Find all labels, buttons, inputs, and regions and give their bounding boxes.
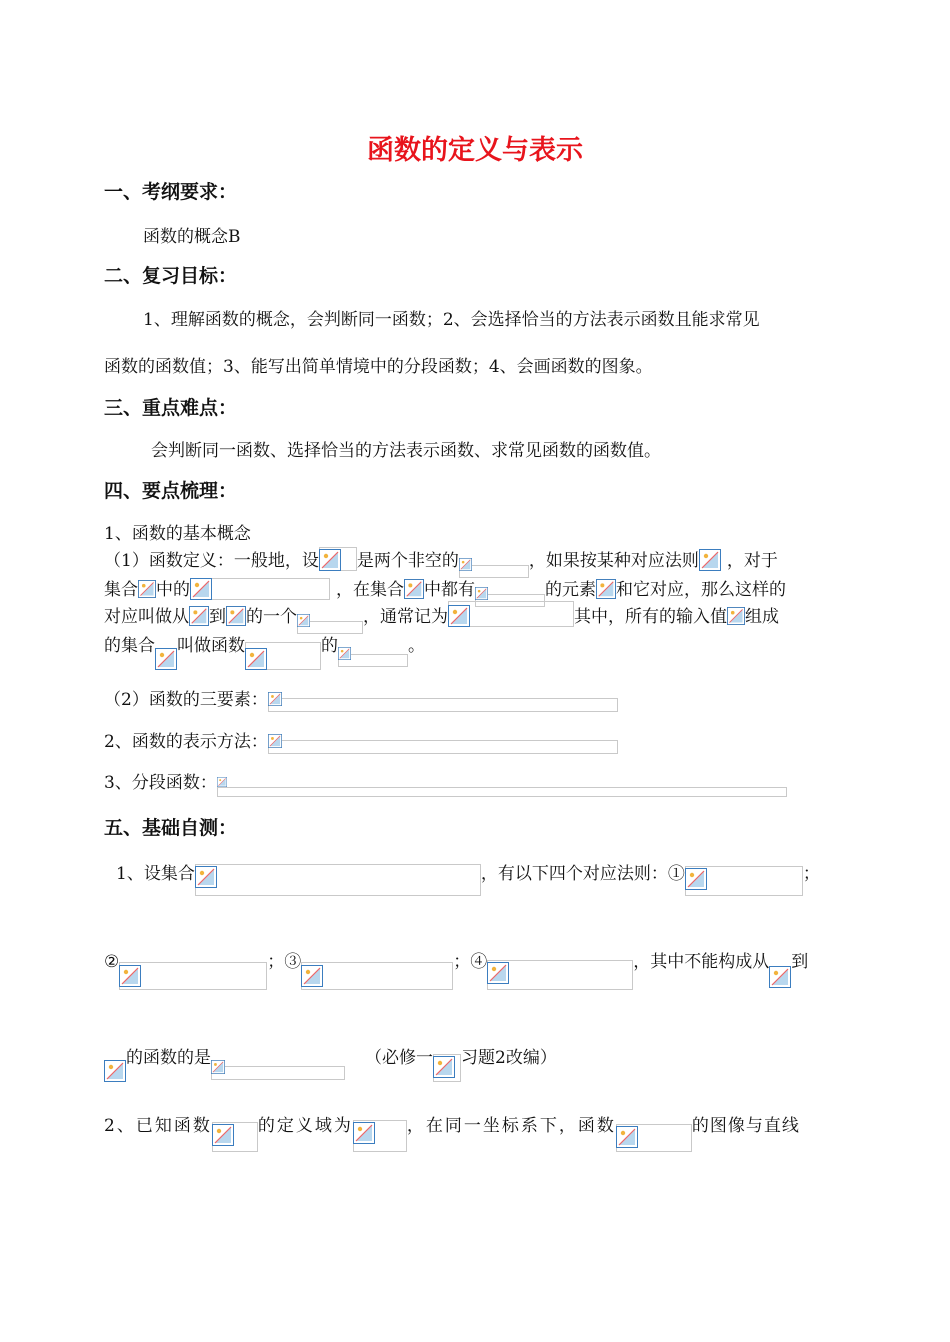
text: 习题2改编） [461,1048,557,1068]
text: 的一个 [246,607,297,627]
s2-text-2: 函数的函数值；3、能写出简单情境中的分段函数；4、会画函数的图象。 [104,357,653,377]
broken-image-icon [155,648,177,670]
text: ，其中不能构成从 [633,952,770,972]
text: 到 [209,607,226,627]
text: 的元素 [545,580,596,600]
broken-image-icon [212,1122,258,1152]
q1-line-3 [104,1042,557,1082]
broken-image-icon [195,864,481,896]
text: ，如果按某种对应法则 [528,551,699,571]
broken-image-icon [297,614,363,627]
text: 的 [321,636,338,656]
text: 组成 [745,607,779,627]
broken-image-icon [727,605,745,627]
text: 到 [791,952,809,972]
broken-image-icon [268,734,618,748]
section-heading-3: 三、重点难点： [104,397,238,419]
s4-line-3 [104,601,779,627]
broken-image-icon [119,962,267,990]
s4-representation [104,730,618,752]
broken-image-icon [404,578,424,600]
text: 对应叫做从 [104,607,189,627]
broken-image-icon [301,962,453,990]
text: ，通常记为 [363,607,448,627]
broken-image-icon [211,1060,345,1074]
text: 3、分段函数： [104,773,217,793]
text: ；④ [453,952,488,972]
text: ，有以下四个对应法则：① [480,864,685,884]
broken-image-icon [769,966,791,988]
q1-line-2 [104,950,808,990]
broken-image-icon [433,1054,461,1082]
text: 的图像与直线 [691,1116,800,1136]
text: 。 [408,636,425,656]
page-title: 函数的定义与表示 [367,135,583,166]
text: ； [802,864,820,884]
section-heading-5: 五、基础自测： [104,817,238,839]
s4-line-4 [104,630,425,670]
broken-image-icon [138,578,156,600]
section-heading-4: 四、要点梳理： [104,480,238,502]
text: ；③ [267,952,302,972]
broken-image-icon [448,601,574,627]
broken-image-icon [268,692,618,706]
s2-text-1: 1、理解函数的概念，会判断同一函数；2、会选择恰当的方法表示函数且能求常见 [143,310,760,330]
text: 2、已知函数 [104,1116,212,1136]
section-heading-1: 一、考纲要求： [104,181,238,203]
text: 的定义域为 [257,1116,353,1136]
broken-image-icon [104,1060,126,1082]
text: 1、设集合 [116,864,195,884]
s4-line-2 [104,574,786,600]
text: 是两个非空的 [356,551,459,571]
text: ② [104,952,120,972]
broken-image-icon [699,549,721,571]
broken-image-icon [245,642,321,670]
text: （2）函数的三要素： [104,690,268,710]
broken-image-icon [353,1120,407,1152]
text: （必修一 [365,1048,433,1068]
text: 其中，所有的输入值 [574,607,727,627]
text: 2、函数的表示方法： [104,732,268,752]
broken-image-icon [226,605,246,627]
broken-image-icon [475,587,545,600]
text: 中都有 [424,580,475,600]
s4-piecewise [104,771,787,793]
broken-image-icon [217,777,787,787]
text: ，在集合 [336,580,404,600]
broken-image-icon [189,605,209,627]
s3-text: 会判断同一函数、选择恰当的方法表示函数、求常见函数的函数值。 [151,441,661,461]
broken-image-icon [459,558,529,571]
q1-line-1 [116,860,820,896]
s4-sub1: 1、函数的基本概念 [104,524,251,544]
text: ，对于 [726,551,778,571]
broken-image-icon [487,960,633,990]
section-heading-2: 二、复习目标： [104,265,238,287]
s1-text: 函数的概念B [143,227,241,247]
text: 和它对应，那么这样的 [616,580,786,600]
text: 中的 [156,580,190,600]
s4-elements [104,688,618,710]
text: 的集合 [104,636,155,656]
broken-image-icon [190,578,330,600]
text: 集合 [104,580,138,600]
text: 叫做函数 [177,636,245,656]
text: （1）函数定义：一般地，设 [104,551,319,571]
s4-line-1 [104,545,778,571]
broken-image-icon [338,647,408,660]
text: ，在同一坐标系下，函数 [406,1116,616,1136]
broken-image-icon [319,547,357,571]
broken-image-icon [616,1124,692,1152]
q2-line-1 [104,1114,800,1152]
broken-image-icon [685,866,803,896]
broken-image-icon [596,578,616,600]
text: 的函数的是 [126,1048,211,1068]
